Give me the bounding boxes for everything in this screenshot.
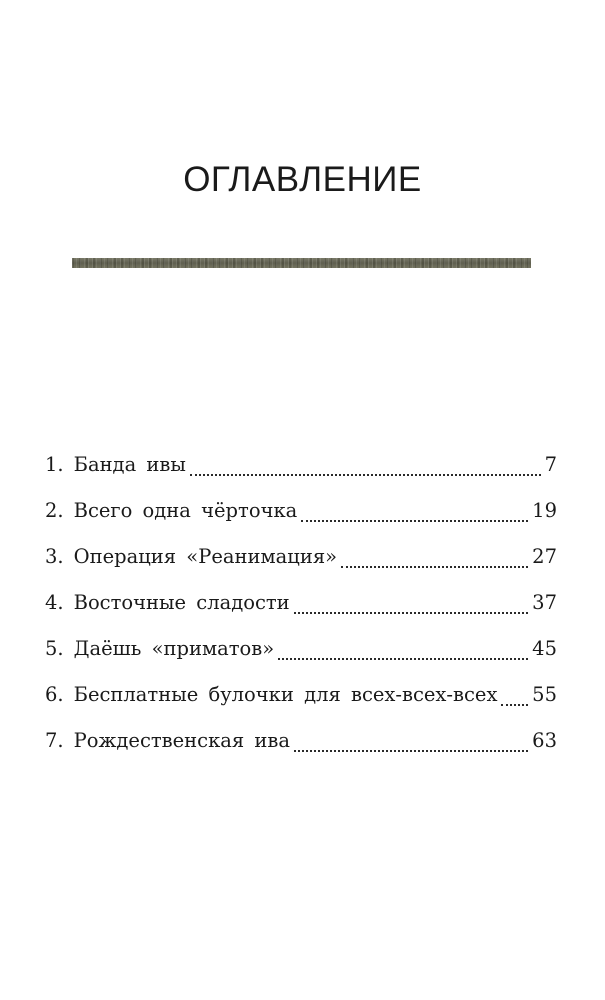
toc-entry-page: 19	[532, 499, 557, 522]
toc-entry-number: 1.	[45, 453, 64, 476]
toc-entry	[45, 634, 557, 680]
dot-leader	[341, 566, 528, 568]
toc-entry-title: Банда ивы	[73, 453, 186, 476]
toc-entry-title: Даёшь «приматов»	[73, 637, 275, 660]
table-of-contents	[45, 450, 557, 772]
toc-entry-page: 55	[532, 683, 557, 706]
toc-entry-page: 45	[532, 637, 557, 660]
toc-entry-number: 2.	[45, 499, 64, 522]
toc-entry-page: 37	[532, 591, 557, 614]
toc-entry-number: 4.	[45, 591, 64, 614]
toc-entry	[45, 496, 557, 542]
toc-entry-title: Рождественская ива	[73, 729, 291, 752]
toc-entry-page: 27	[532, 545, 557, 568]
toc-entry-title: Бесплатные булочки для всех-всех-всех	[73, 683, 498, 706]
toc-entry-number: 6.	[45, 683, 64, 706]
toc-entry-number: 3.	[45, 545, 64, 568]
dot-leader	[190, 474, 541, 476]
toc-entry-number: 7.	[45, 729, 64, 752]
toc-entry	[45, 588, 557, 634]
dot-leader	[301, 520, 528, 522]
toc-entry	[45, 542, 557, 588]
toc-entry-number: 5.	[45, 637, 64, 660]
toc-entry	[45, 726, 557, 772]
dot-leader	[294, 612, 529, 614]
decorative-divider	[72, 258, 531, 268]
toc-entry-title: Операция «Реанимация»	[73, 545, 338, 568]
dot-leader	[294, 750, 528, 752]
toc-entry-title: Всего одна чёрточка	[73, 499, 298, 522]
toc-entry-page: 7	[544, 453, 557, 476]
page-title: ОГЛАВЛЕНИЕ	[183, 160, 422, 199]
toc-entry	[45, 450, 557, 496]
toc-entry-title: Восточные сладости	[73, 591, 290, 614]
dot-leader	[501, 704, 528, 706]
toc-entry-page: 63	[532, 729, 557, 752]
toc-entry	[45, 680, 557, 726]
dot-leader	[278, 658, 528, 660]
